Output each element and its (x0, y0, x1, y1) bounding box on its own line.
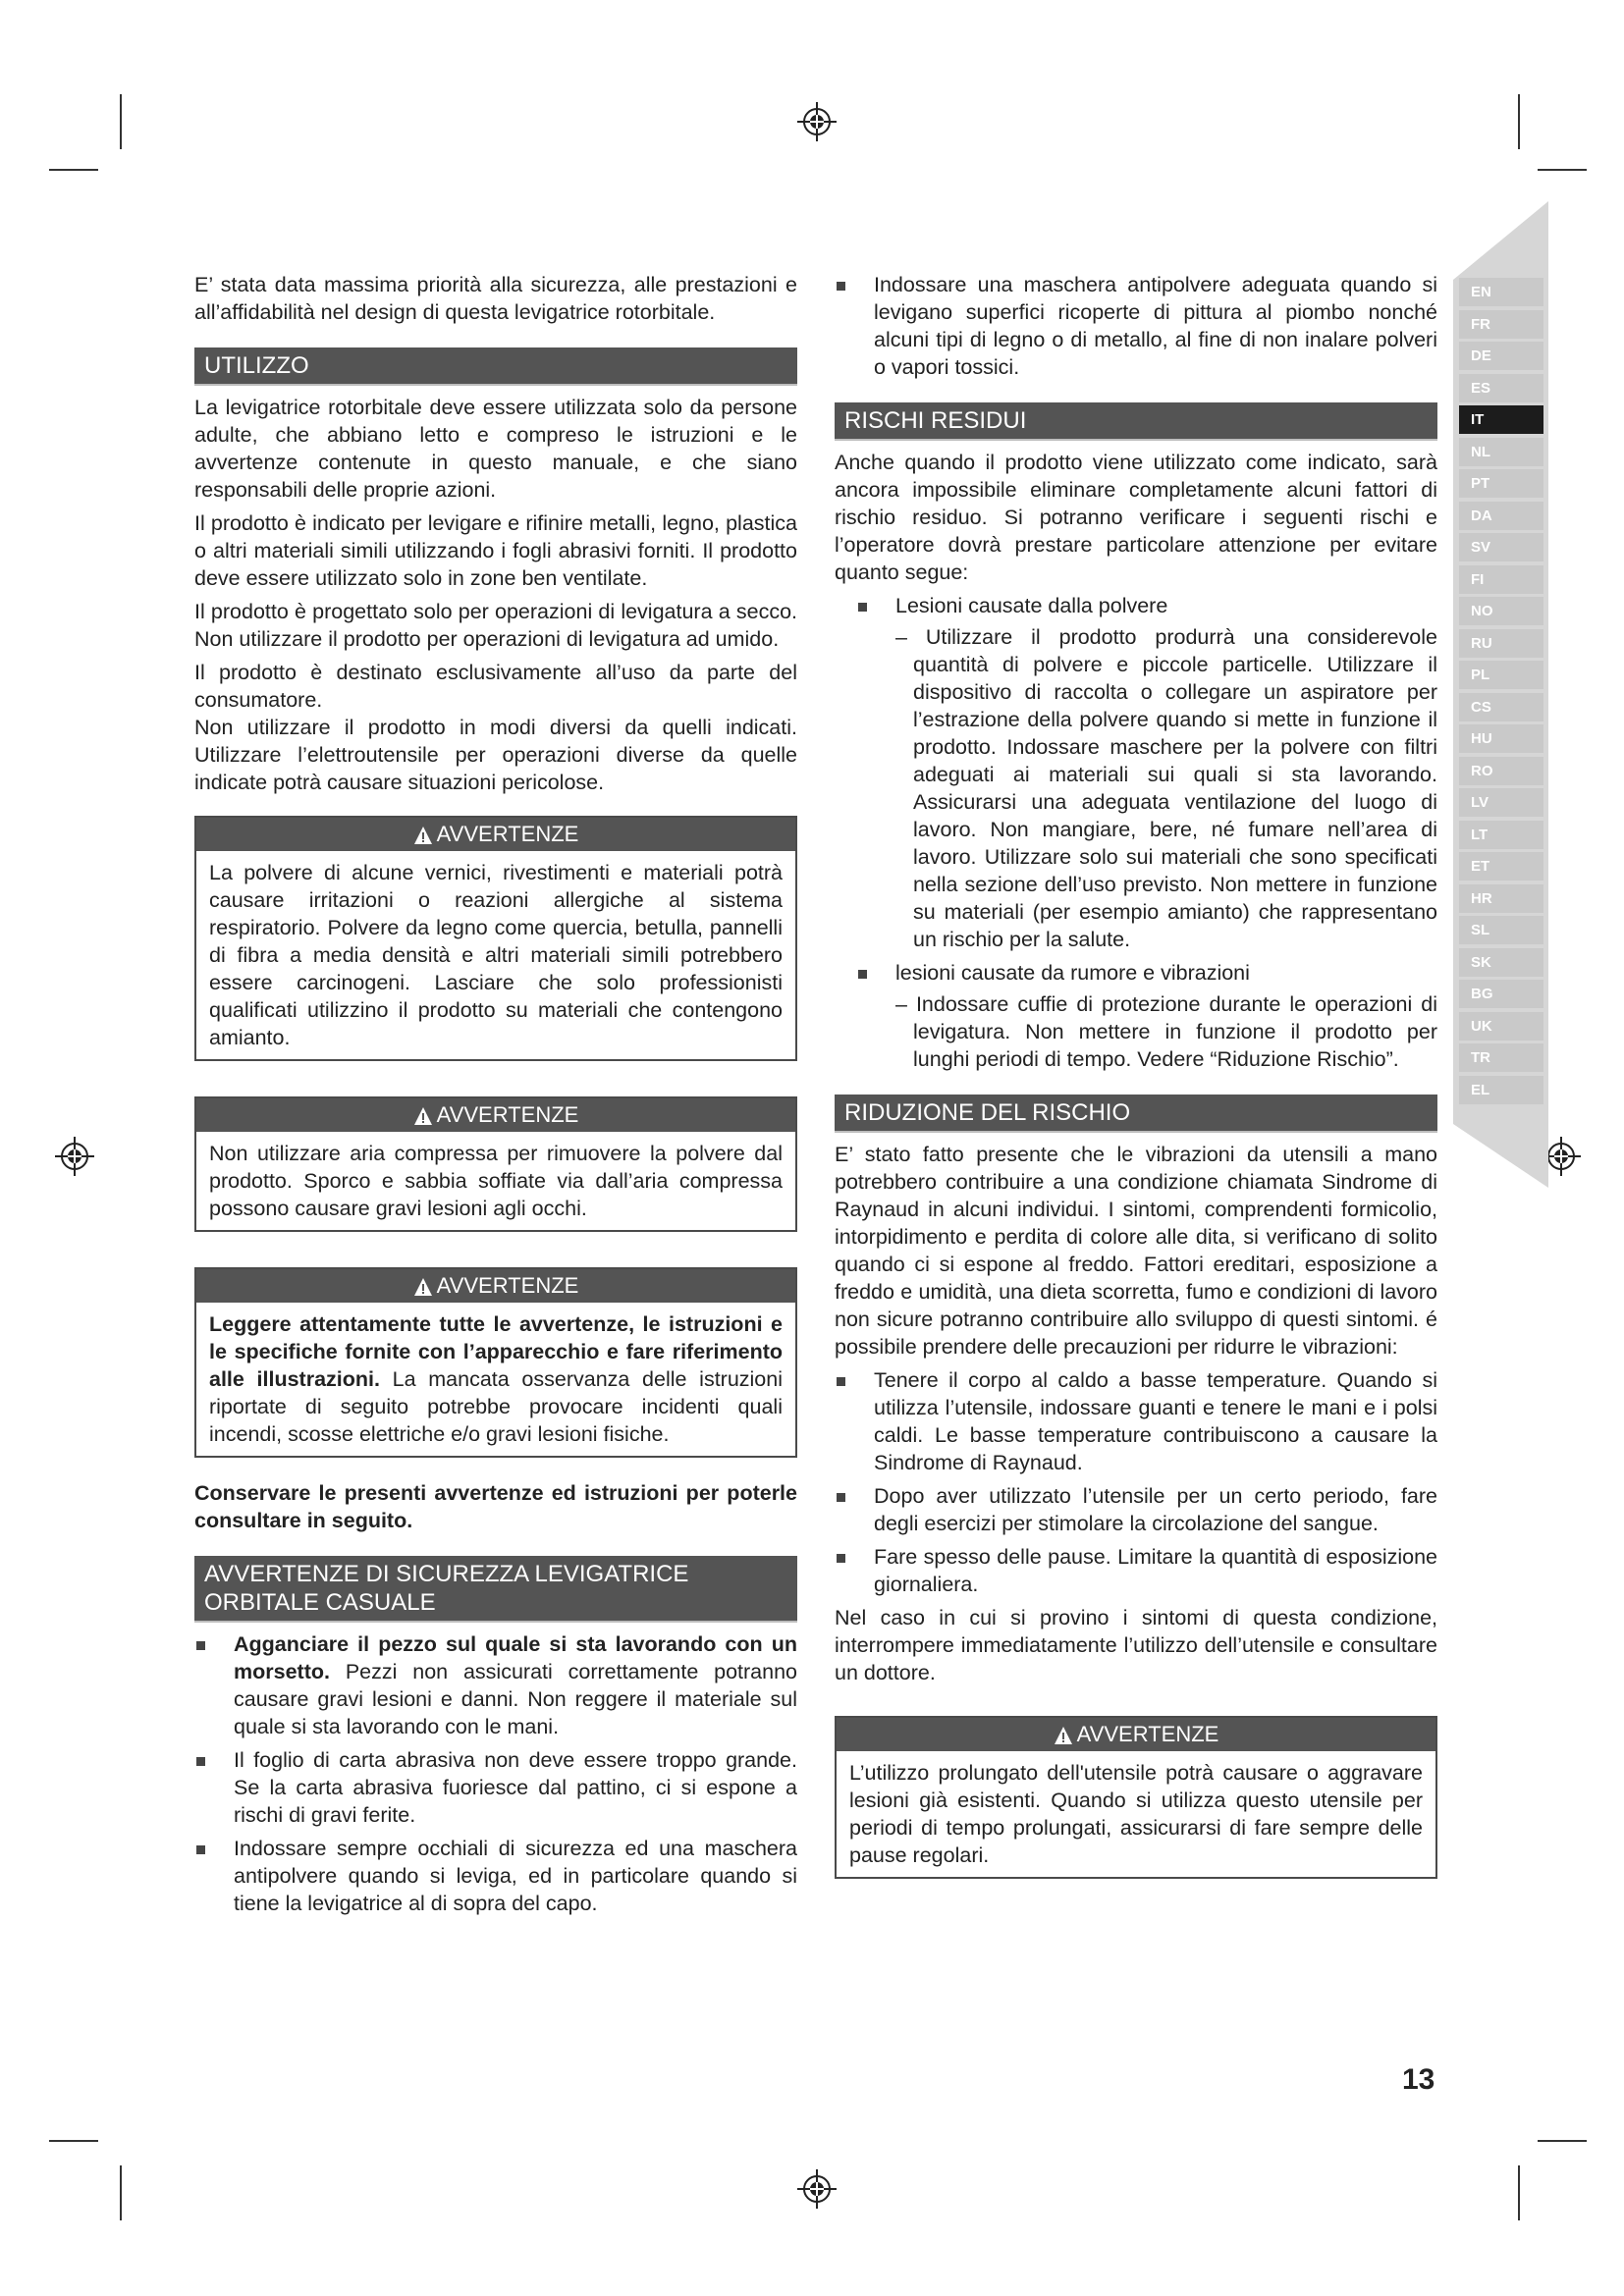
utilizzo-paragraph: Il prodotto è destinato esclusivamente all’uso da parte del consumatore. (194, 661, 797, 712)
utilizzo-paragraph: Il prodotto è indicato per levigare e rifinire metalli, legno, plastica o altri materiali simili utilizzando i fogli abrasivi forniti. Il prodotto deve essere utilizzato solo in zone ben ventilate. (194, 511, 797, 590)
warning-text (209, 1310, 783, 1448)
registration-mark-icon (55, 1137, 94, 1176)
crop-mark (49, 2140, 98, 2142)
language-tab-uk[interactable]: UK (1459, 1012, 1543, 1041)
list-item: Indossare una maschera antipolvere adeguata quando si levigano superfici ricoperte di pittura al piombo nonché alcuni tipi di legno o di metallo, al fine di non inalare polveri o vapori tossici. (835, 271, 1437, 381)
list-item (835, 959, 1437, 1073)
crop-mark (1538, 2140, 1587, 2142)
language-tab-fi[interactable]: FI (1459, 565, 1543, 594)
crop-mark (120, 94, 122, 149)
warning-box (835, 1716, 1437, 1879)
intro-text: E’ stata data massima priorità alla sicurezza, alle prestazioni e all’affidabilità nel design di questa levigatrice rotorbitale. (194, 273, 797, 324)
language-tab-en[interactable]: EN (1459, 278, 1543, 306)
warning-box (194, 1267, 797, 1458)
riduzione-list (835, 1366, 1437, 1598)
rischi-intro: Anche quando il prodotto viene utilizzato come indicato, sarà ancora impossibile eliminare completamente alcuni fattori di rischio residuo. Si potranno verificare i seguenti rischi e l’operatore dovrà prestare particolare attenzione per evitare quanto segue: (835, 451, 1437, 584)
section-heading-rischi: RISCHI RESIDUI (835, 402, 1437, 441)
language-tab-hu[interactable]: HU (1459, 724, 1543, 753)
warning-header (196, 1269, 795, 1303)
crop-mark (1518, 2165, 1520, 2220)
warning-triangle-icon (1054, 1726, 1073, 1745)
warning-text-bold: Leggere attentamente tutte le avvertenze, le istruzioni e le specifiche fornite con l’apparecchio e fare riferimento alle illustrazioni. (209, 1312, 783, 1391)
language-tab-hr[interactable]: HR (1459, 884, 1543, 913)
language-tab-et[interactable]: ET (1459, 852, 1543, 881)
list-item-text: lesioni causate da rumore e vibrazioni (895, 961, 1250, 985)
language-tab-el[interactable]: EL (1459, 1076, 1543, 1104)
warning-text: La polvere di alcune vernici, rivestimenti e materiali potrà causare irritazioni o reazioni allergiche al sistema respiratorio. Polvere da legno come quercia, betulla, pannelli di fibra a media densità e altri materiali simili potrebbero essere carcinogeni. Lasciare che solo professionisti qualificati utilizzino il prodotto su materiali che contengono amianto. (209, 861, 783, 1049)
conservare-note: Conservare le presenti avvertenze ed istruzioni per poterle consultare in seguito. (194, 1481, 797, 1532)
language-tab-es[interactable]: ES (1459, 374, 1543, 402)
riduzione-paragraph: Nel caso in cui si provino i sintomi di questa condizione, interrompere immediatamente l’utilizzo dell’utensile e consultare un dottore. (835, 1606, 1437, 1684)
language-tab-ro[interactable]: RO (1459, 757, 1543, 785)
warning-header (837, 1718, 1435, 1751)
safety-list-continued (835, 271, 1437, 381)
list-item: Il foglio di carta abrasiva non deve essere troppo grande. Se la carta abrasiva fuoriesce dal pattino, ci si espone a rischi di gravi ferite. (194, 1746, 797, 1829)
utilizzo-paragraph: Non utilizzare il prodotto in modi diversi da quelli indicati. Utilizzare l’elettroutensile per operazioni diverse da quelle indicate potrà causare situazioni pericolose. (194, 716, 797, 794)
language-tabs (1459, 278, 1543, 1107)
list-item-text: Lesioni causate dalla polvere (895, 594, 1168, 617)
crop-mark (49, 169, 98, 171)
language-tab-sv[interactable]: SV (1459, 533, 1543, 561)
list-item-detail: – Utilizzare il prodotto produrrà una considerevole quantità di polvere e piccole particelle. Utilizzare il dispositivo di raccolta o collegare un aspiratore per l’estrazione della polvere quando si mette in funzione il prodotto. Indossare maschere per la polvere con filtri adeguati ai materiali sui quali si sta lavorando. Assicurarsi una adeguata ventilazione del luogo di lavoro. Non mangiare, bere, né fumare nell’area di lavoro. Utilizzare solo sui materiali che sono specificati nella sezione dell’uso previsto. Non mettere in funzione su materiali (per esempio amianto) che rappresentano un rischio per la salute. (895, 625, 1437, 951)
language-tab-cs[interactable]: CS (1459, 693, 1543, 721)
page-number: 13 (1402, 2063, 1435, 2096)
language-tab-lt[interactable]: LT (1459, 821, 1543, 849)
warning-header (196, 818, 795, 851)
warning-triangle-icon (413, 1106, 433, 1126)
language-tab-ru[interactable]: RU (1459, 629, 1543, 658)
language-tab-sl[interactable]: SL (1459, 916, 1543, 944)
list-item-bold: Agganciare il pezzo sul quale si sta lavorando con un morsetto. (234, 1632, 797, 1683)
language-tab-sk[interactable]: SK (1459, 948, 1543, 977)
warning-label: AVVERTENZE (436, 1102, 579, 1127)
language-tab-da[interactable]: DA (1459, 502, 1543, 530)
warning-label: AVVERTENZE (436, 1273, 579, 1298)
section-heading-riduzione: RIDUZIONE DEL RISCHIO (835, 1095, 1437, 1133)
language-tab-de[interactable]: DE (1459, 342, 1543, 370)
utilizzo-paragraph: La levigatrice rotorbitale deve essere utilizzata solo da persone adulte, che abbiano letto e compreso le istruzioni e le avvertenze contenute in questo manuale, e che siano responsabili delle proprie azioni. (194, 396, 797, 502)
language-tab-it[interactable]: IT (1459, 405, 1543, 434)
rischi-list (835, 592, 1437, 1073)
riduzione-paragraph: E’ stato fatto presente che le vibrazioni da utensili a mano potrebbero contribuire a una condizione chiamata Sindrome di Raynaud in alcuni individui. I sintomi, comprendenti formicolio, intorpidimento e perdita di colore alle dita, si verificano di solito quando ci si espone al freddo. Fattori ereditari, esposizione a freddo e umidità, una dieta scorretta, fumo e condizioni di lavoro non sicure potranno contribuire allo sviluppo di questi sintomi. é possibile prendere delle precauzioni per ridurre le vibrazioni: (835, 1143, 1437, 1359)
crop-mark (120, 2165, 122, 2220)
utilizzo-paragraph: Il prodotto è progettato solo per operazioni di levigatura a secco. Non utilizzare il prodotto per operazioni di levigatura ad umido. (194, 600, 797, 651)
section-heading-safety: AVVERTENZE DI SICUREZZA LEVIGATRICE ORBITALE CASUALE (194, 1556, 797, 1623)
warning-header (196, 1098, 795, 1132)
crop-mark (1538, 169, 1587, 171)
language-tab-pt[interactable]: PT (1459, 469, 1543, 498)
warning-label: AVVERTENZE (436, 822, 579, 846)
warning-box (194, 1096, 797, 1232)
list-item: Fare spesso delle pause. Limitare la quantità di esposizione giornaliera. (835, 1543, 1437, 1598)
language-tab-fr[interactable]: FR (1459, 310, 1543, 339)
language-tab-pl[interactable]: PL (1459, 661, 1543, 689)
section-heading-utilizzo: UTILIZZO (194, 347, 797, 386)
warning-triangle-icon (413, 826, 433, 845)
right-column (835, 271, 1437, 1900)
language-tab-nl[interactable]: NL (1459, 438, 1543, 466)
warning-label: AVVERTENZE (1076, 1722, 1219, 1746)
language-tab-tr[interactable]: TR (1459, 1043, 1543, 1072)
list-item: Tenere il corpo al caldo a basse temperature. Quando si utilizza l’utensile, indossare guanti e tenere le mani e i polsi caldi. Le basse temperature contribuiscono a causare la Sindrome di Raynaud. (835, 1366, 1437, 1476)
warning-text: Non utilizzare aria compressa per rimuovere la polvere dal prodotto. Sporco e sabbia soffiate via dall’aria compressa possono causare gravi lesioni agli occhi. (209, 1142, 783, 1220)
language-tab-lv[interactable]: LV (1459, 788, 1543, 817)
warning-triangle-icon (413, 1277, 433, 1297)
left-column (194, 271, 797, 1923)
safety-list (194, 1630, 797, 1917)
warning-text: L’utilizzo prolungato dell'utensile potrà causare o aggravare lesioni già esistenti. Quando si utilizza questo utensile per periodi di tempo prolungati, assicurarsi di fare sempre delle pause regolari. (849, 1761, 1423, 1867)
list-item-text: Pezzi non assicurati correttamente potranno causare gravi lesioni e danni. Non reggere il materiale sul quale si sta lavorando con le mani. (234, 1660, 797, 1738)
list-item (194, 1630, 797, 1740)
language-tab-bg[interactable]: BG (1459, 980, 1543, 1008)
list-item-detail: – Indossare cuffie di protezione durante le operazioni di levigatura. Non mettere in funzione il prodotto per lunghi periodi di tempo. Vedere “Riduzione Rischio”. (895, 992, 1437, 1071)
list-item: Indossare sempre occhiali di sicurezza ed una maschera antipolvere quando si leviga, ed in particolare quando si tiene la levigatrice al di sopra del capo. (194, 1835, 797, 1917)
crop-mark (1518, 94, 1520, 149)
registration-mark-icon (797, 2169, 837, 2209)
warning-box (194, 816, 797, 1061)
list-item: Dopo aver utilizzato l’utensile per un certo periodo, fare degli esercizi per stimolare la circolazione del sangue. (835, 1482, 1437, 1537)
language-tab-no[interactable]: NO (1459, 597, 1543, 625)
warning-text-rest: La mancata osservanza delle istruzioni riportate di seguito potrebbe provocare incidenti quali incendi, scosse elettriche e/o gravi lesioni fisiche. (209, 1367, 784, 1446)
registration-mark-icon (797, 102, 837, 141)
list-item (835, 592, 1437, 953)
